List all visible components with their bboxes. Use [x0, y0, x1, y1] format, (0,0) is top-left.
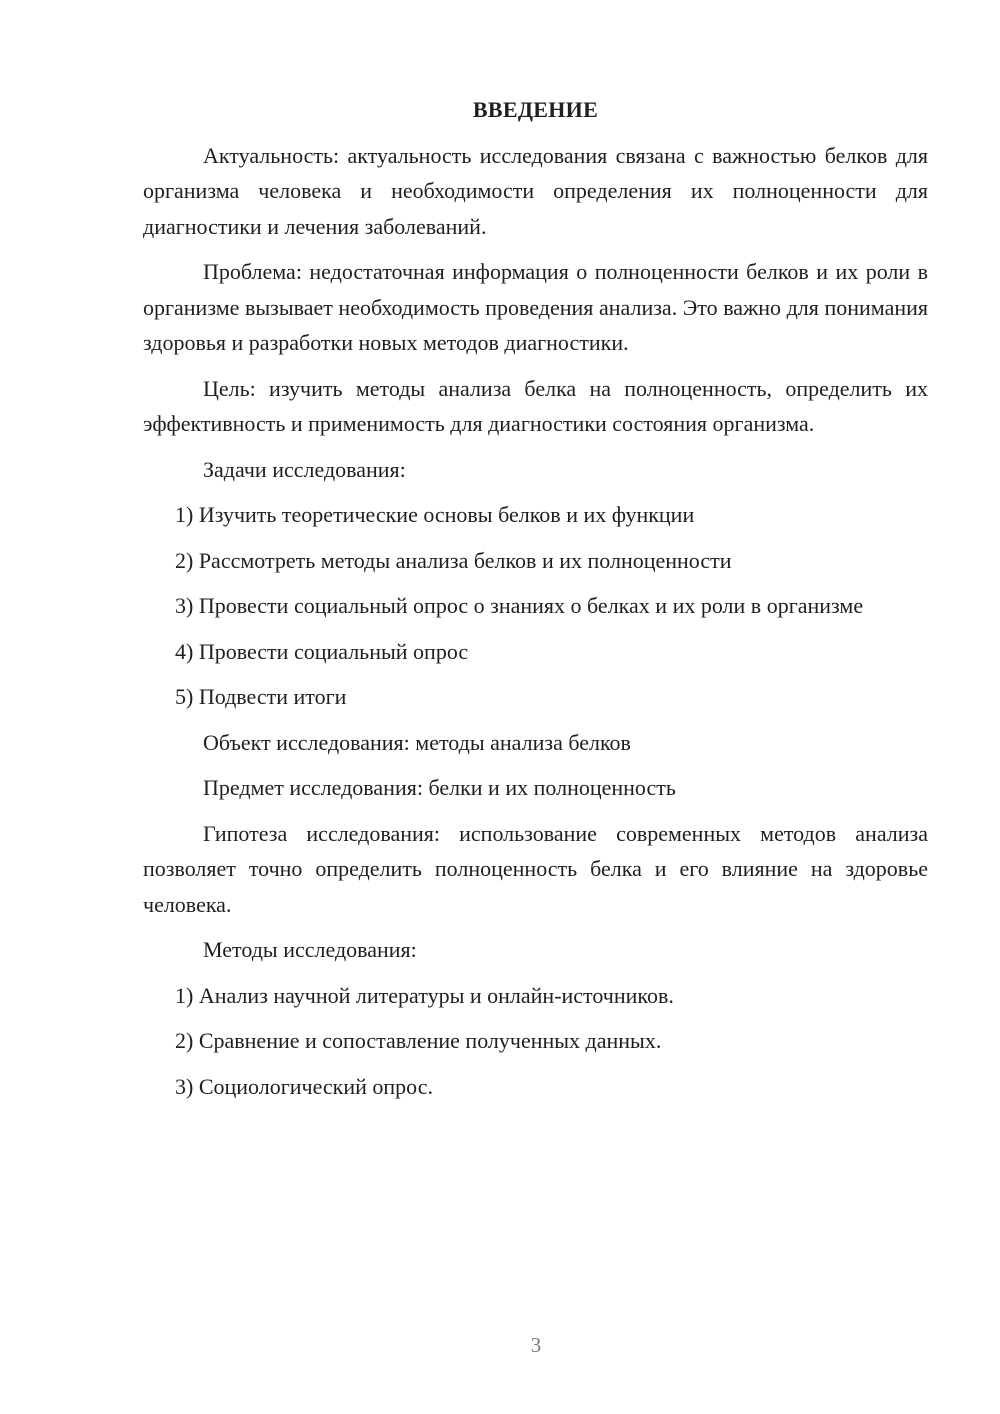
task-item: 4) Провести социальный опрос [175, 638, 469, 664]
method-item: 1) Анализ научной литературы и онлайн-источников. [175, 982, 674, 1008]
task-item: 1) Изучить теоретические основы белков и их функции [175, 502, 695, 527]
page-title: ВВЕДЕНИЕ [472, 97, 599, 122]
hypothesis-paragraph: Гипотеза исследования: использование современных методов анализа позволяет точно определить полноценность белка и его влияние на здоровье человека. [143, 820, 928, 917]
subject-line: Предмет исследования: белки и их полноценность [203, 775, 676, 800]
methods-heading: Методы исследования: [203, 937, 417, 962]
task-item: 5) Подвести итоги [175, 684, 347, 709]
task-item: 3) Провести социальный опрос о знаниях о белках и их роли в организме [175, 593, 864, 618]
task-item: 2) Рассмотреть методы анализа белков и их полноценности [175, 547, 732, 573]
page-number: 3 [530, 1333, 542, 1357]
tasks-heading: Задачи исследования: [203, 456, 406, 482]
goal-paragraph: Цель: изучить методы анализа белка на полноценность, определить их эффективность и применимость для диагностики состояния организма. [143, 375, 928, 436]
method-item: 2) Сравнение и сопоставление полученных данных. [175, 1028, 662, 1053]
relevance-paragraph: Актуальность: актуальность исследования связана с важностью белков для организма человека и необходимости определения их полноценности для диагностики и лечения заболеваний. [143, 142, 928, 239]
page-content [143, 92, 928, 1114]
method-item: 3) Социологический опрос. [175, 1073, 433, 1099]
problem-paragraph: Проблема: недостаточная информация о полноценности белков и их роли в организме вызывает необходимость проведения анализа. Это важно для понимания здоровья и разработки новых методов диагностики. [143, 259, 928, 355]
object-line: Объект исследования: методы анализа белков [203, 729, 631, 755]
